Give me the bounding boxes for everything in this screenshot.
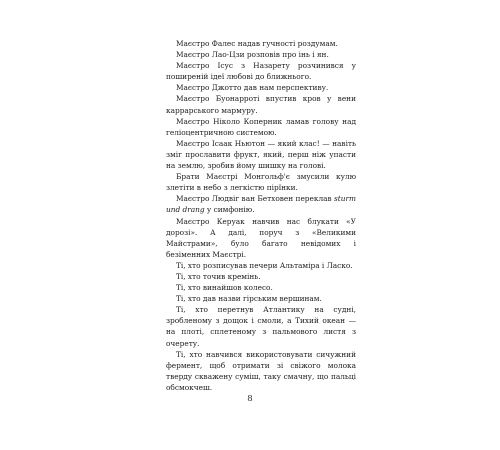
paragraph-text: Маєстро Людвіг ван Бетховен переклав bbox=[176, 194, 335, 204]
paragraph: Маєстро Фалес надав гучності роздумам. bbox=[176, 39, 338, 48]
italic-phrase: sturm und drang bbox=[166, 194, 356, 215]
paragraph: Маєстро Джотто дав нам перспективу. bbox=[176, 83, 329, 93]
paragraph: Ті, хто розписував печери Альтаміра і Ласко. bbox=[176, 260, 353, 270]
paragraph: Маєстро Ніколо Коперник ламав голову над геліоцентричною системою. bbox=[166, 116, 356, 137]
paragraph: Ті, хто точив кремінь. bbox=[176, 271, 261, 281]
page-number: 8 bbox=[247, 394, 253, 404]
paragraph bbox=[166, 193, 356, 215]
paragraph: Ті, хто винайшов колесо. bbox=[176, 283, 273, 293]
page-body bbox=[166, 38, 356, 393]
paragraph: Ті, хто дав назви гірським вершинам. bbox=[176, 294, 322, 304]
paragraph: Ті, хто навчився використовувати сичужний фермент, щоб отримати зі свіжого молока тверду скважену суміш, таку смачну, що пальці обсмокчеш. bbox=[166, 349, 356, 392]
paragraph: Брати Маєстрі Монгольф'є змусили кулю злетіти в небо з легкістю пірїнки. bbox=[166, 172, 356, 193]
paragraph: Маєстро Ісаак Ньютон — який клас! — навіть зміг прославити фрукт, який, перш ніж упасти на землю, зробив йому шишку на голові. bbox=[166, 138, 356, 171]
paragraph-text: у симфонію. bbox=[204, 205, 255, 215]
paragraph: Ті, хто перетнув Атлантику на судні, зробленому з дощок і смоли, а Тихий океан — на плоті, сплетеному з пальмового листя з очерету. bbox=[166, 305, 356, 348]
paragraph: Маєстро Лао-Цзи розповів про інь і ян. bbox=[176, 50, 329, 60]
paragraph: Маєстро Буонарроті впустив кров у вени каррарського мармуру. bbox=[166, 94, 356, 115]
paragraph: Маєстро Керуак навчив нас блукати «У дорозі». А далі, поруч з «Великими Майстрами», було багато невідомих і безіменних Маєстрі. bbox=[166, 216, 356, 259]
paragraph: Маєстро Ісус з Назарету розчинився у поширеній ідеї любові до ближнього. bbox=[166, 61, 356, 82]
